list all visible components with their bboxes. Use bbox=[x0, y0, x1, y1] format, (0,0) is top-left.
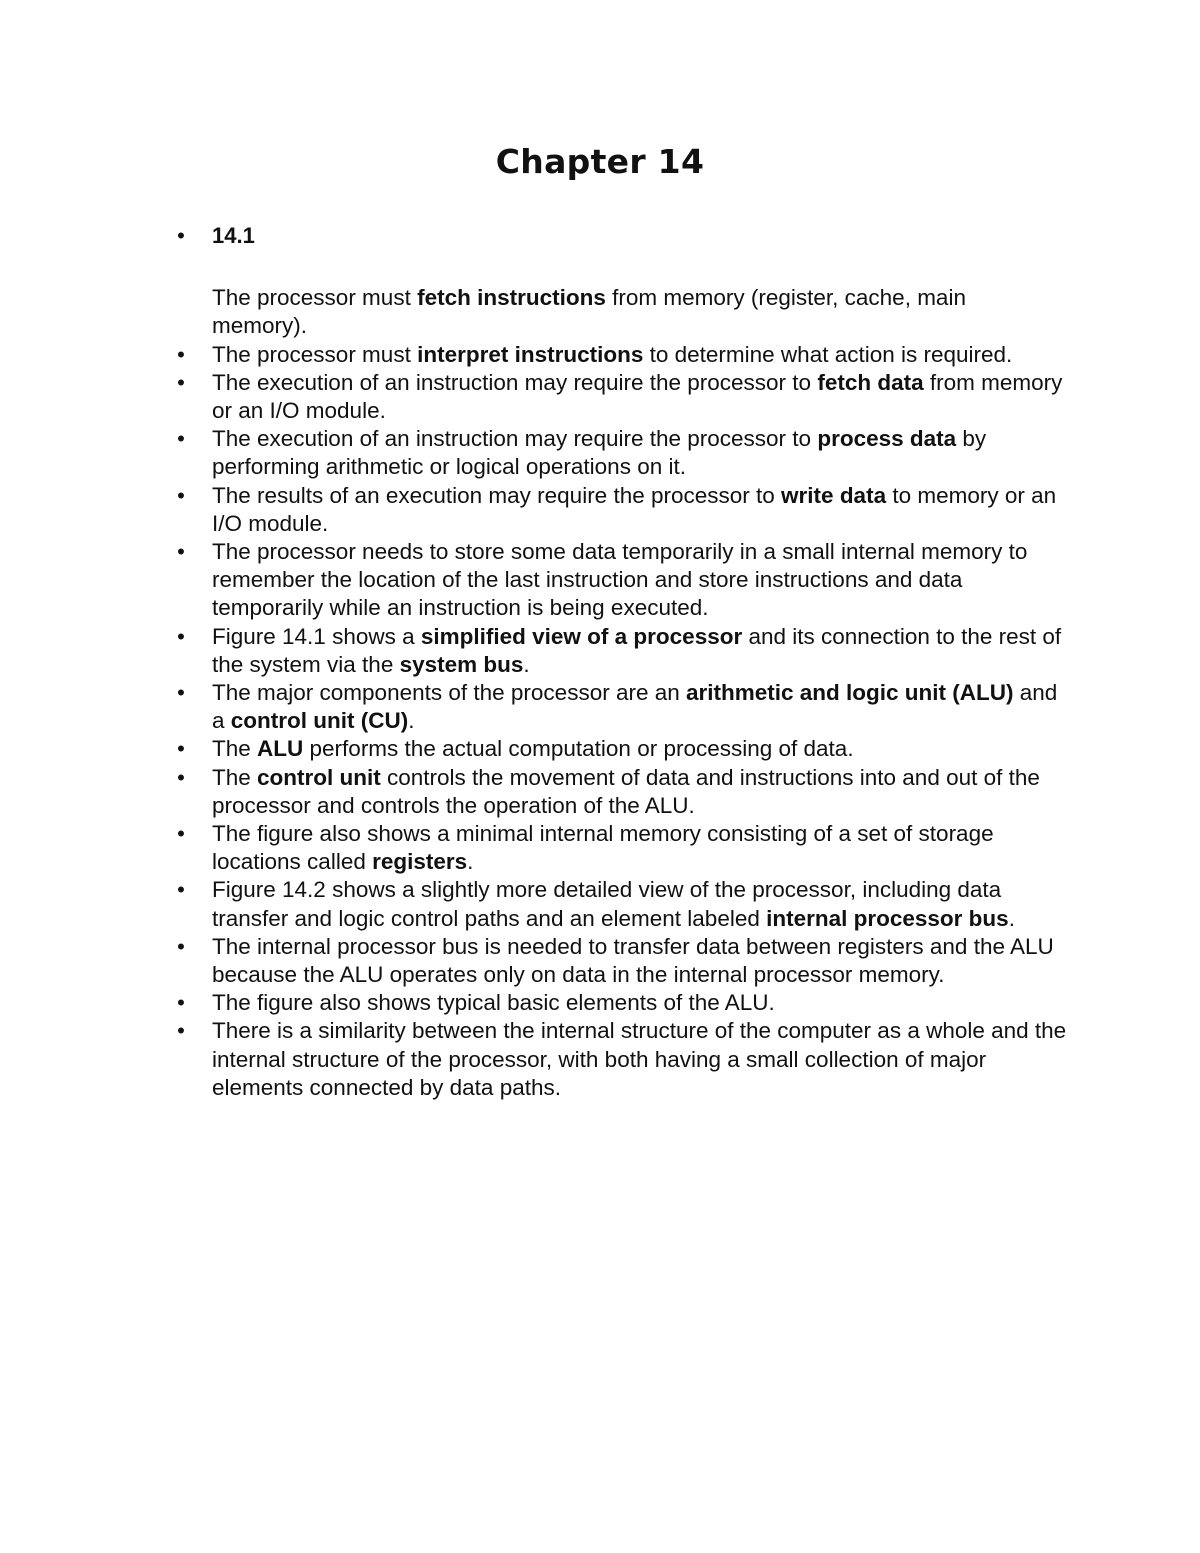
bold-term: registers bbox=[372, 849, 468, 875]
bullet-text: The results of an execution may require the processor to bbox=[212, 482, 782, 508]
bold-term: ALU bbox=[257, 736, 304, 762]
bullet-text: . bbox=[1008, 905, 1015, 931]
list-item bbox=[0, 425, 1067, 481]
bold-term: control unit bbox=[257, 764, 381, 790]
list-item bbox=[0, 735, 1067, 763]
bullet-icon: • bbox=[177, 369, 185, 395]
bullet-icon: • bbox=[177, 680, 185, 706]
bullet-text: The bbox=[212, 764, 258, 790]
list-item bbox=[0, 341, 1067, 369]
chapter-title: Chapter 14 bbox=[495, 142, 705, 181]
list-item bbox=[0, 933, 1067, 989]
list-item bbox=[0, 989, 1067, 1017]
bold-term: process data bbox=[817, 426, 957, 452]
bold-term: control unit (CU) bbox=[230, 708, 409, 734]
bullet-text: Figure 14.1 shows a bbox=[212, 623, 421, 649]
bullet-icon: • bbox=[177, 877, 185, 903]
bold-term: simplified view of a processor bbox=[420, 623, 743, 649]
list-item bbox=[0, 820, 1067, 876]
bold-term: system bus bbox=[399, 651, 524, 677]
bullet-text: and a bbox=[212, 680, 1058, 734]
list-item bbox=[0, 482, 1067, 538]
bullet-text: from memory (register, cache, main memory). bbox=[212, 285, 966, 339]
bullet-icon: • bbox=[177, 482, 185, 508]
bullet-icon: • bbox=[177, 341, 185, 367]
bullet-text: The processor needs to store some data temporarily in a small internal memory to remember the location of the last instruction and store instructions and data temporarily while an instruction is being executed. bbox=[212, 539, 1028, 621]
bullet-text: . bbox=[408, 708, 415, 734]
list-item-section bbox=[0, 222, 1067, 284]
bold-term: fetch instructions bbox=[417, 285, 606, 311]
bullet-text: from memory or an I/O module. bbox=[212, 369, 1063, 424]
bullet-icon: • bbox=[177, 539, 185, 565]
bullet-text: The figure also shows typical basic elements of the ALU. bbox=[212, 990, 775, 1016]
bullet-text: and its connection to the rest of the system via the bbox=[212, 623, 1062, 677]
bullet-text: The execution of an instruction may require the processor to bbox=[212, 426, 818, 452]
bullet-text: The execution of an instruction may require the processor to bbox=[212, 369, 818, 395]
bullet-icon: • bbox=[177, 1018, 185, 1044]
bullet-text: to memory or an I/O module. bbox=[212, 482, 1057, 536]
bullet-text: . bbox=[523, 651, 530, 677]
section-number: 14.1 bbox=[212, 223, 255, 248]
bullet-icon: • bbox=[177, 223, 185, 248]
bullet-icon: • bbox=[177, 736, 185, 762]
bullet-text: by performing arithmetic or logical operations on it. bbox=[212, 426, 987, 480]
bullet-icon: • bbox=[177, 933, 185, 959]
bold-term: arithmetic and logic unit (ALU) bbox=[686, 680, 1014, 706]
list-item bbox=[0, 876, 1067, 932]
bold-term: fetch data bbox=[817, 369, 924, 395]
spacer bbox=[212, 250, 1067, 284]
list-item bbox=[0, 679, 1067, 735]
bullet-icon: • bbox=[177, 990, 185, 1016]
bullet-text: Figure 14.2 shows a slightly more detailed view of the processor, including data transfer and logic control paths and an element labeled bbox=[212, 877, 1002, 931]
list-item bbox=[0, 369, 1067, 425]
bullet-text: The figure also shows a minimal internal memory consisting of a set of storage locations called bbox=[212, 821, 994, 875]
bullet-text: The processor must bbox=[212, 341, 418, 367]
bold-term: write data bbox=[781, 482, 887, 508]
list-item bbox=[0, 764, 1067, 820]
bullet-text: There is a similarity between the internal structure of the computer as a whole and the internal structure of the processor, with both having a small collection of major elements connected by data paths. bbox=[212, 1018, 1067, 1100]
bullet-icon: • bbox=[177, 821, 185, 847]
bold-term: interpret instructions bbox=[417, 341, 644, 367]
bullet-text: controls the movement of data and instructions into and out of the processor and controls the operation of the ALU. bbox=[212, 764, 1040, 818]
bullet-text: . bbox=[467, 849, 474, 875]
list-item bbox=[0, 284, 1067, 340]
bullet-icon: • bbox=[177, 764, 185, 790]
bullet-text: The major components of the processor are an bbox=[212, 680, 686, 706]
list-item bbox=[0, 623, 1067, 679]
bullet-text: The internal processor bus is needed to transfer data between registers and the ALU because the ALU operates only on data in the internal processor memory. bbox=[212, 933, 1054, 988]
bullet-text: The processor must bbox=[212, 285, 418, 311]
bullet-icon: • bbox=[177, 623, 185, 649]
bullet-text: performs the actual computation or processing of data. bbox=[303, 736, 854, 762]
bullet-text: to determine what action is required. bbox=[643, 341, 1013, 367]
list-item bbox=[0, 538, 1067, 623]
bullet-icon: • bbox=[177, 426, 185, 452]
bullet-text: The bbox=[212, 736, 258, 762]
bullet-list bbox=[0, 222, 1200, 1102]
list-item bbox=[0, 1017, 1067, 1102]
bold-term: internal processor bus bbox=[766, 905, 1009, 931]
